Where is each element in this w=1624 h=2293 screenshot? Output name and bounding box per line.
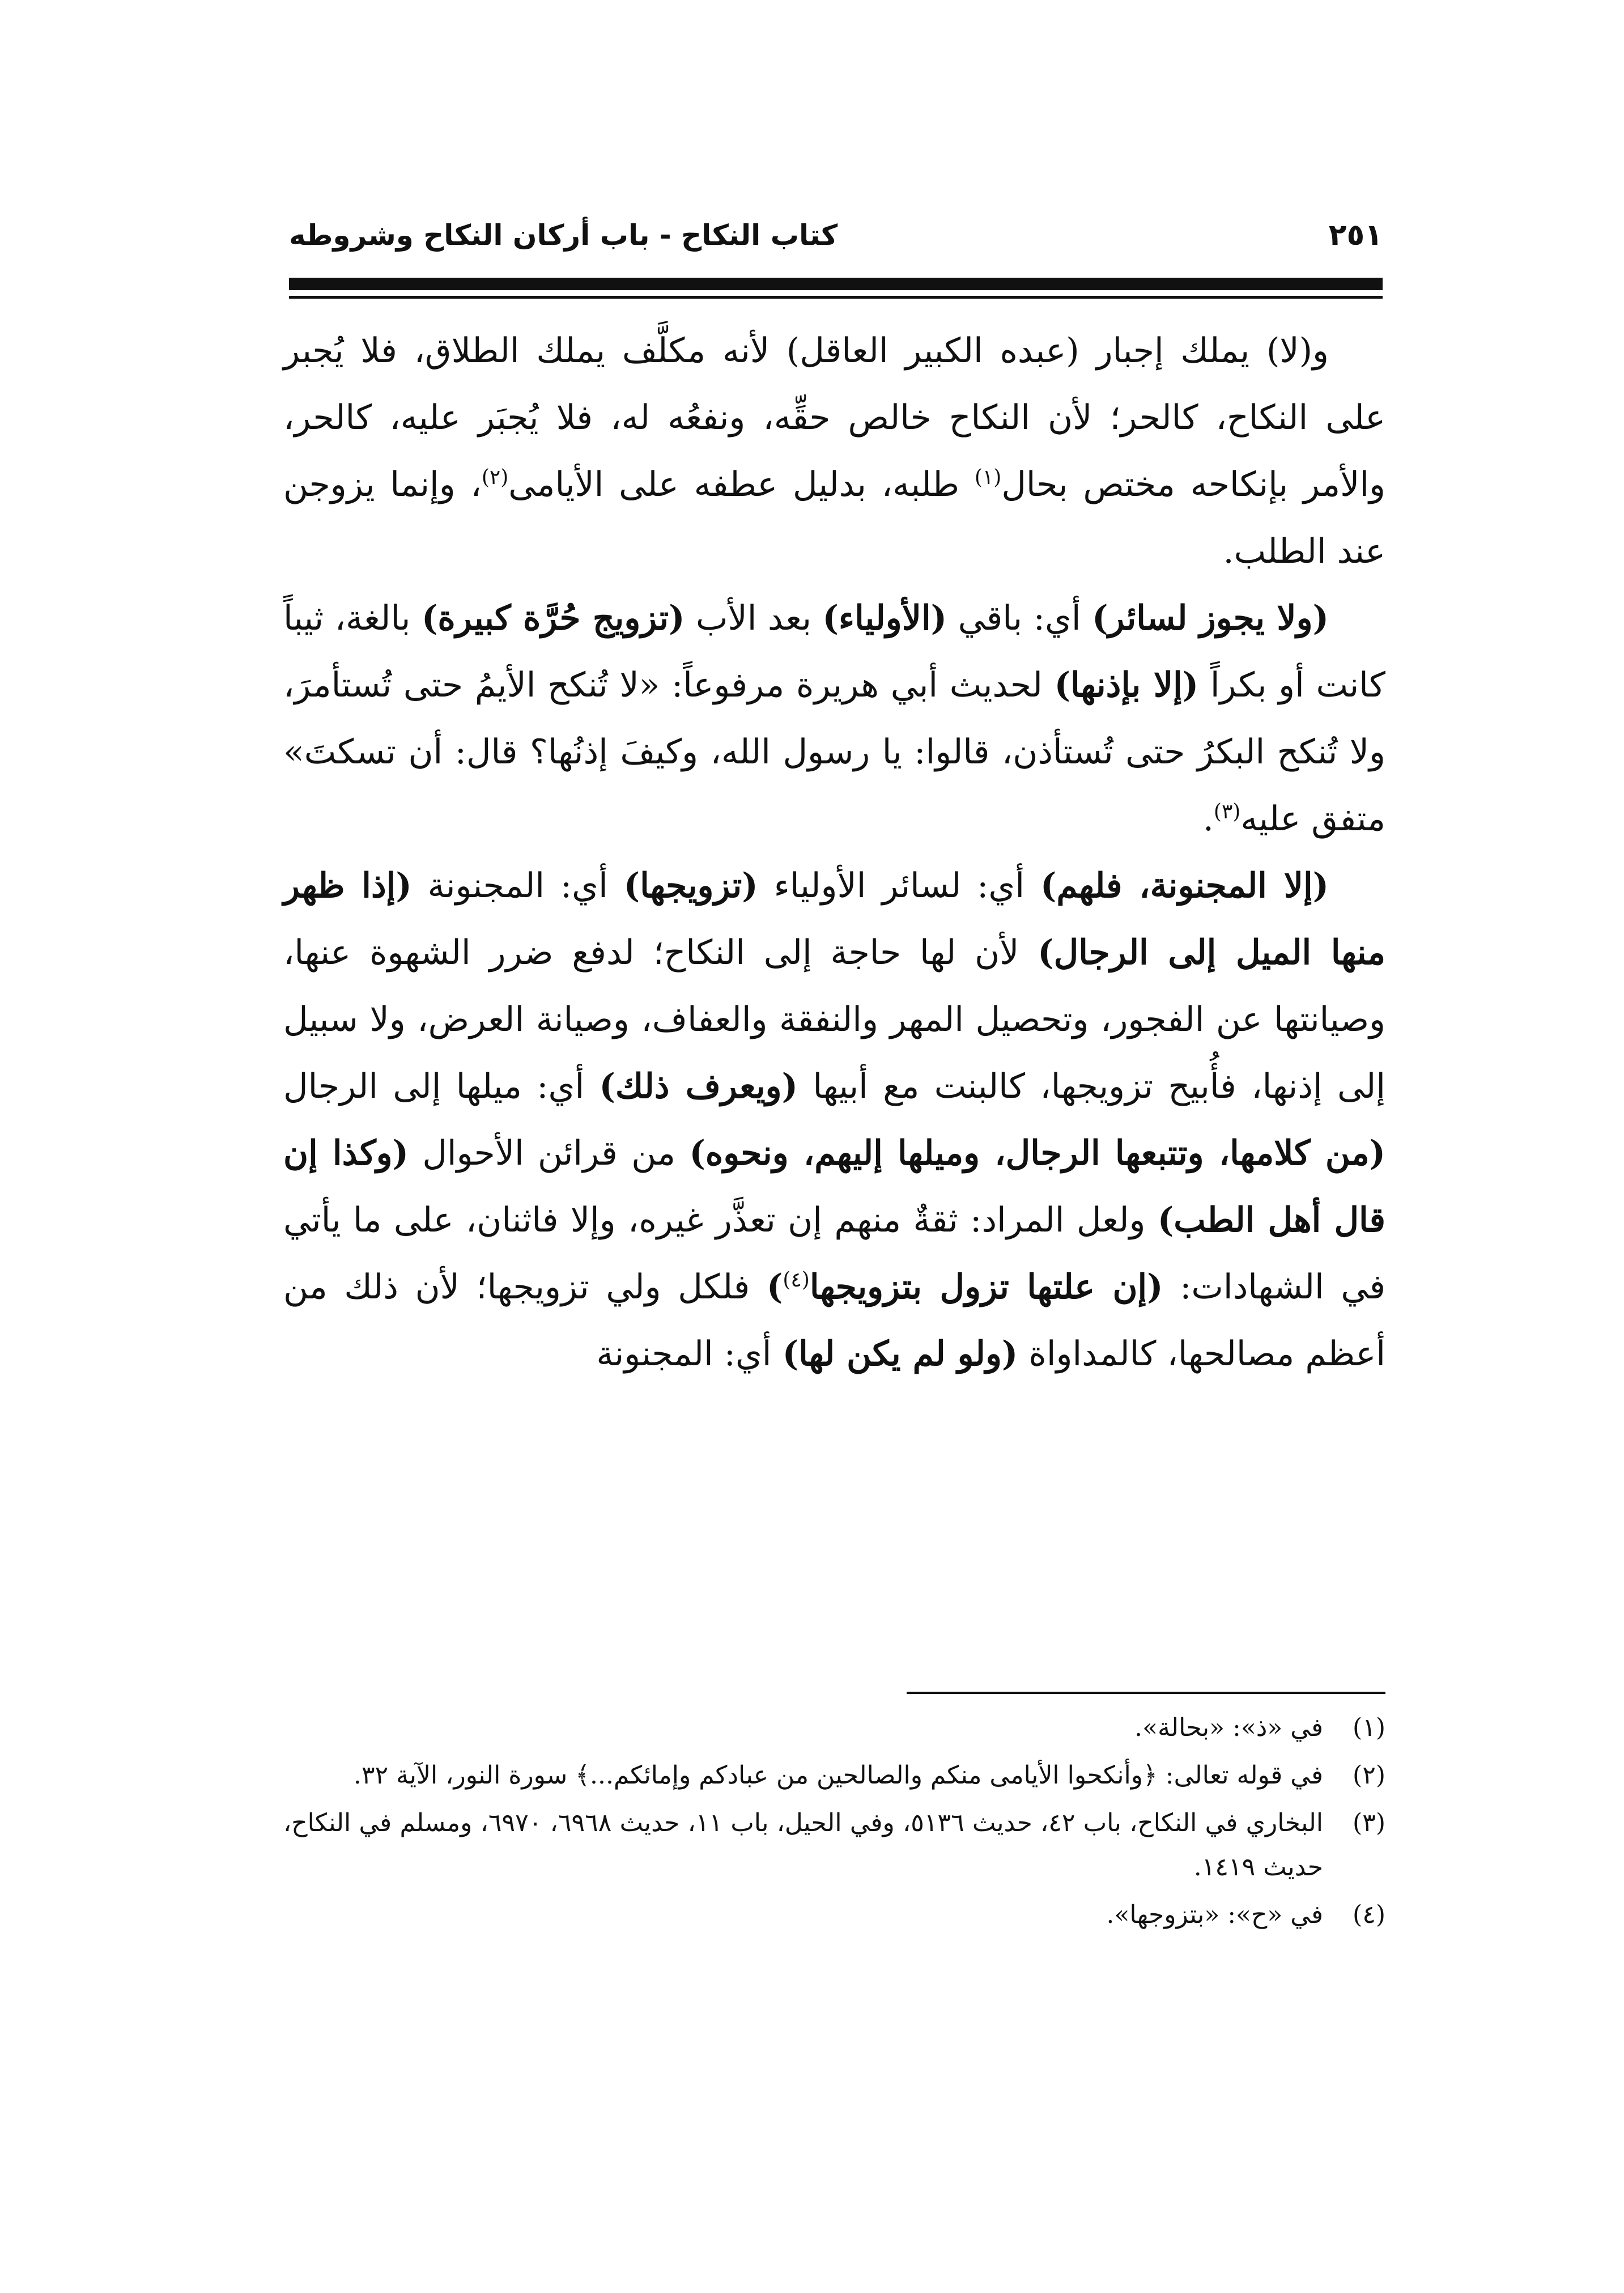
header-title: كتاب النكاح - باب أركان النكاح وشروطه (289, 219, 838, 252)
text-run: لأن لها حاجة إلى النكاح؛ لدفع ضرر الشهوة عنها، وصيانتها عن الفجور، وتحصيل المهر والنفقة والعفاف، وصيانة العرض، ولا سبيل إلى إذنها، فأُبيح تزويجها، كالبنت مع أبيها (283, 933, 1386, 1106)
paragraph-3 (283, 852, 1385, 1387)
footnote-ref: (٣) (1213, 800, 1241, 823)
matn-text: (ويعرف ذلك) (599, 1067, 798, 1106)
footnote-ref: (٢) (481, 466, 509, 489)
footnote-text: في «ح»: «بتزوجها». (1106, 1900, 1323, 1929)
matn-text: (وكذا إن قال أهل الطب) (283, 1133, 1385, 1240)
text-run: أي: باقي (947, 598, 1092, 638)
footnote-4 (283, 1893, 1385, 1937)
matn-text: (من كلامها، وتتبعها الرجال، وميلها إليهم، ونحوه) (689, 1133, 1386, 1173)
matn-text: (ولو لم يكن لها) (782, 1334, 1018, 1374)
footnote-number: (٤) (1353, 1900, 1385, 1929)
footnote-ref: (٤) (783, 1268, 810, 1292)
footnotes (283, 1706, 1385, 1940)
footnote-2 (283, 1753, 1385, 1798)
matn-text: (تزويج حُرَّة كبيرة) (421, 598, 685, 638)
text-run: بالغة، ثيباً كانت أو بكراً (283, 598, 1385, 705)
main-text (283, 317, 1385, 1387)
text-run: ولعل المراد: ثقةٌ منهم إن تعذَّر غيره، وإلا فاثنان، على ما يأتي في الشهادات: (283, 1200, 1386, 1307)
page-number: ٢٥١ (1328, 218, 1383, 252)
text-run: ، وإنما يزوجن عند الطلب. (283, 465, 1385, 571)
footnote-number: (١) (1353, 1713, 1385, 1742)
matn-text: ) (766, 1267, 783, 1307)
header-rule-thick (289, 278, 1383, 290)
matn-text: (الأولياء) (822, 598, 947, 638)
matn-text: (إذا ظهر منها الميل إلى الرجال) (283, 866, 1385, 973)
paragraph-1 (283, 317, 1385, 585)
running-header (289, 204, 1383, 272)
text-run: أي: المجنونة (596, 1334, 783, 1374)
footnote-text: في قوله تعالى: ﴿وأنكحوا الأيامى منكم والصالحين من عبادكم وإمائكم...﴾ سورة النور، الآية ٣٢. (353, 1761, 1323, 1790)
text-run: و(لا) يملك إجبار (عبده الكبير العاقل) لأنه مكلَّف يملك الطلاق، فلا يُجبر على النكاح، كالحر؛ لأن النكاح خالص حقِّه، ونفعُه له، فلا يُجبَر عليه، كالحر، والأمر بإنكاحه مختص بحال (283, 331, 1386, 504)
text-run: . (1202, 799, 1214, 839)
text-run: لحديث أبي هريرة مرفوعاً: «لا تُنكح الأيمُ حتى تُستأمرَ، ولا تُنكح البكرُ حتى تُستأذن، قالوا: يا رسول الله، وكيفَ إذنُها؟ قال: أن تسكتَ» متفق عليه (283, 665, 1385, 839)
matn-text: (تزويجها) (623, 866, 758, 906)
footnote-text: البخاري في النكاح، باب ٤٢، حديث ٥١٣٦، وفي الحيل، باب ١١، حديث ٦٩٦٨، ٦٩٧٠، ومسلم في النكاح، حديث ١٤١٩. (283, 1808, 1323, 1882)
text-run: من قرائن الأحوال (409, 1133, 690, 1173)
footnote-separator (907, 1692, 1385, 1694)
footnote-text: في «ذ»: «بحالة». (1134, 1713, 1323, 1742)
header-rule-thin (289, 296, 1383, 299)
footnote-3 (283, 1801, 1385, 1889)
text-run: بعد الأب (685, 598, 823, 638)
matn-text: (إلا بإذنها) (1054, 665, 1199, 705)
footnote-number: (٣) (1353, 1808, 1385, 1837)
text-run: أي: لسائر الأولياء (758, 866, 1040, 906)
footnote-1 (283, 1706, 1385, 1750)
footnote-ref: (١) (974, 466, 1002, 489)
text-run: أي: المجنونة (411, 866, 624, 906)
footnote-number: (٢) (1353, 1761, 1385, 1790)
text-run: طلبه، بدليل عطفه على الأيامى (508, 465, 975, 504)
matn-text: (إلا المجنونة، فلهم) (1040, 866, 1329, 906)
paragraph-2 (283, 585, 1385, 852)
text-run: فلكل ولي تزويجها؛ لأن ذلك من أعظم مصالحها، كالمداواة (283, 1267, 1385, 1374)
text-run: أي: ميلها إلى الرجال (283, 1067, 600, 1106)
matn-text: (إن علتها تزول بتزويجها (809, 1267, 1163, 1307)
matn-text: (ولا يجوز لسائر) (1092, 598, 1329, 638)
